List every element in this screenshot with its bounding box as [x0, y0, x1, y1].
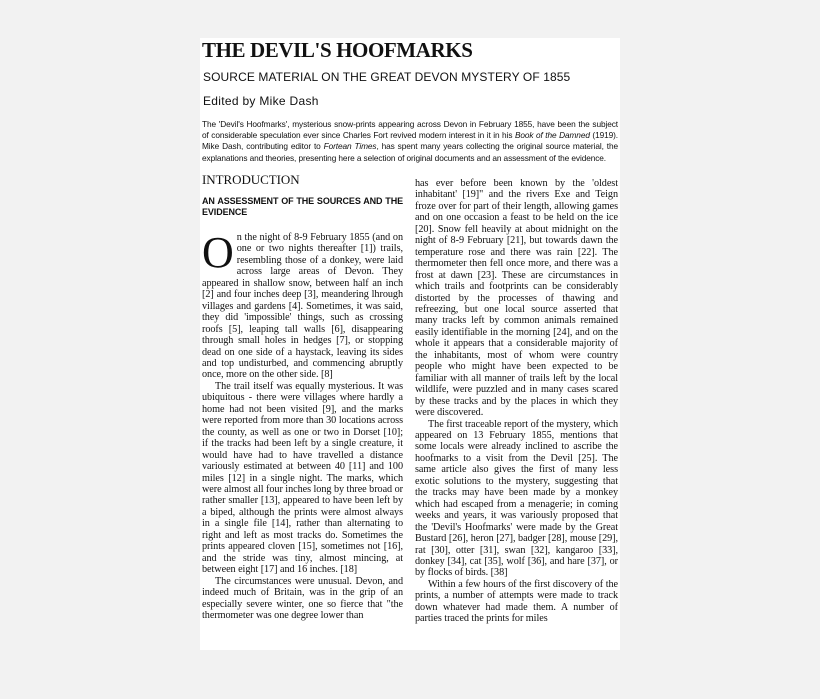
article-title: THE DEVIL'S HOOFMARKS	[202, 38, 473, 62]
intro-text-3: , has spent many years collecting the original source material, the explanations and theories, presenting here a selection of original documents and an assessment of the evidence.	[202, 141, 618, 163]
paragraph: The first traceable report of the mystery, which appeared on 13 February 1855, mentions that some locals were already inclined to ascribe the hoofmarks to a visit from the Devil [25]. The same article also gives the first of many less exotic solutions to the mystery, suggesting that the tracks may have been made by a monkey which had escaped from a menagerie; in coming weeks and years, it was variously proposed that the 'Devil's Hoofmarks' were made by the Great Bustard [26], heron [27], badger [28], mouse [29], rat [30], otter [31], swan [32], kangaroo [33], donkey [34], cat [35], wolf [36], and hare [37], or by flocks of birds. [38]	[415, 418, 618, 579]
paragraph: Within a few hours of the first discovery of the prints, a number of attempts were made to track down whatever had made them. A number of parties traced the prints for miles	[415, 578, 618, 625]
paragraph: The trail itself was equally mysterious. It was ubiquitous - there were villages where hardly a home had not been visited [9], and the marks were reported from more than 30 locations across the county, as well as one or two in Dorset [10]; if the tracks had been left by a single creature, it would have had to have travelled a distance variously estimated at between 40 [11] and 100 miles [12] in a single night. The marks, which were almost all four inches long by three broad or rather smaller [13], appeared to have been left by a biped, although the prints were almost always in a single file [14], rather than alternating to right and left as most tracks do. Sometimes the prints appeared cloven [15], sometimes not [16], and the stride was tiny, almost mincing, at between eight [17] and 16 inches. [18]	[202, 380, 403, 576]
intro-abstract	[202, 119, 618, 164]
intro-text-1: The 'Devil's Hoofmarks', mysterious snow-prints appearing across Devon in February 1855, have been the subject of considerable speculation ever since Charles Fort revived modern interest in it in his	[202, 119, 618, 141]
paragraph	[202, 228, 403, 381]
magazine-title: Fortean Times	[323, 141, 377, 152]
drop-cap: O	[202, 228, 234, 277]
right-column	[415, 178, 618, 625]
intro-text-2: (1919). Mike Dash, contributing editor to	[202, 130, 619, 152]
document-page	[200, 38, 620, 650]
section-heading: INTRODUCTION	[202, 172, 300, 187]
left-column	[202, 173, 403, 621]
paragraph: The circumstances were unusual. Devon, and indeed much of Britain, was in the grip of an especially severe winter, one so fierce that "the thermometer was one degree lower than	[202, 575, 403, 621]
paragraph-text: n the night of 8-9 February 1855 (and on one or two nights thereafter [1]) trails, resembling those of a donkey, were laid across large areas of Devon. They appeared in shallow snow, between half an inch [2] and four inches deep [3], meandering lhrough villages and gardens [4]. Sometimes, it was said, they did 'impossible' things, such as crossing roofs [5], leaping tall walls [6], disappearing through small holes in hedges [7], or stopping dead on one side of a haystack, leaving its sides and top undisturbed, and commencing abruptly once, more on the other side. [8]	[202, 232, 403, 381]
paragraph: has ever before been known by the 'oldest inhabitant' [19]" and the rivers Exe and Teign froze over for part of their length, allowing games and on one occasion a feast to be held on the ice [20]. Snow fell heavily at about midnight on the night of 8-9 February [21], but towards dawn the temperature rose and there was rain [22]. The thermometer then fell once more, and there was a frost at dawn [23]. These are circumstances in which trails and footprints can be considerably distorted by the processes of thawing and refreezing, but one local source asserted that many tracks left by common animals remained easily identifiable in the morning [24], and on the whole it appears that a considerable majority of the inhabitants, most of whom were country people who might have been expected to be familiar with all manner of trails left by the local wildlife, were puzzled and in many cases scared by these tracks and by the places in which they were discovered.	[415, 178, 618, 419]
subsection-heading: AN ASSESSMENT OF THE SOURCES AND THE EVIDENCE	[202, 196, 403, 217]
book-title: Book of the Damned	[514, 130, 590, 141]
article-subtitle: SOURCE MATERIAL ON THE GREAT DEVON MYSTERY OF 1855	[203, 70, 571, 84]
editor-credit: Edited by Mike Dash	[203, 94, 319, 108]
